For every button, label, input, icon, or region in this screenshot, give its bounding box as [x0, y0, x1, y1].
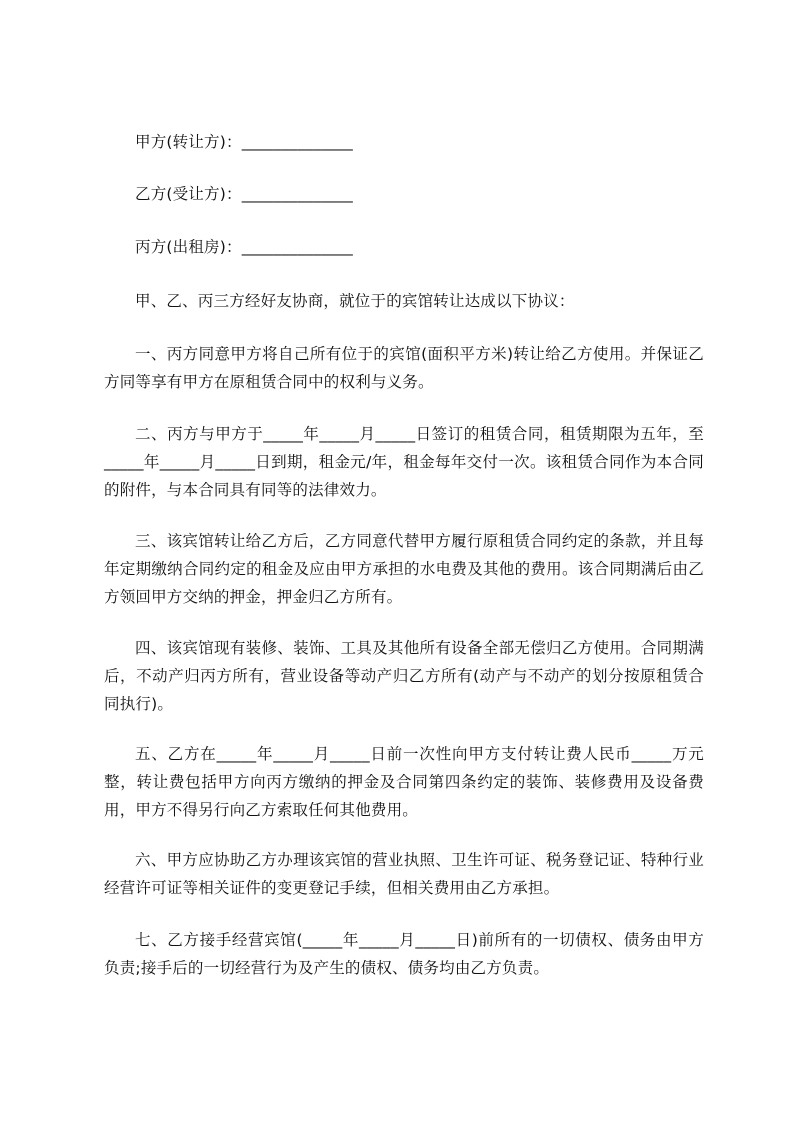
clause-7: 七、乙方接手经营宾馆(_____年_____月_____日)前所有的一切债权、债务由甲方负责;接手后的一切经营行为及产生的债权、债务均由乙方负责。: [104, 931, 704, 977]
clause-6: 六、甲方应协助乙方办理该宾馆的营业执照、卫生许可证、税务登记证、特种行业经营许可证等相关证件的变更登记手续，但相关费用由乙方承担。: [104, 851, 704, 897]
party-c-line: 丙方(出租房)：______________: [135, 238, 353, 256]
clause-3: 三、该宾馆转让给乙方后，乙方同意代替甲方履行原租赁合同约定的条款，并且每年定期缴纳合同约定的租金及应由甲方承担的水电费及其他的费用。该合同期满后由乙方领回甲方交纳的押金，押金归乙方所有。: [104, 532, 704, 606]
clause-2: 二、丙方与甲方于_____年_____月_____日签订的租赁合同，租赁期限为五年，至_____年_____月_____日到期，租金元/年，租金每年交付一次。该租赁合同作为本合同的附件，与本合同具有同等的法律效力。: [104, 425, 704, 499]
agreement-intro: 甲、乙、丙三方经好友协商，就位于的宾馆转让达成以下协议：: [135, 292, 575, 310]
clause-1: 一、丙方同意甲方将自己所有位于的宾馆(面积平方米)转让给乙方使用。并保证乙方同等享有甲方在原租赁合同中的权利与义务。: [104, 345, 704, 391]
clause-5: 五、乙方在_____年_____月_____日前一次性向甲方支付转让费人民币_____万元整，转让费包括甲方向丙方缴纳的押金及合同第四条约定的装饰、装修费用及设备费用，甲方不得另行向乙方索取任何其他费用。: [104, 745, 704, 819]
party-b-line: 乙方(受让方)：______________: [135, 185, 353, 203]
party-a-line: 甲方(转让方)：______________: [135, 133, 353, 151]
clause-4: 四、该宾馆现有装修、装饰、工具及其他所有设备全部无偿归乙方使用。合同期满后，不动产归丙方所有，营业设备等动产归乙方所有(动产与不动产的划分按原租赁合同执行)。: [104, 639, 704, 713]
